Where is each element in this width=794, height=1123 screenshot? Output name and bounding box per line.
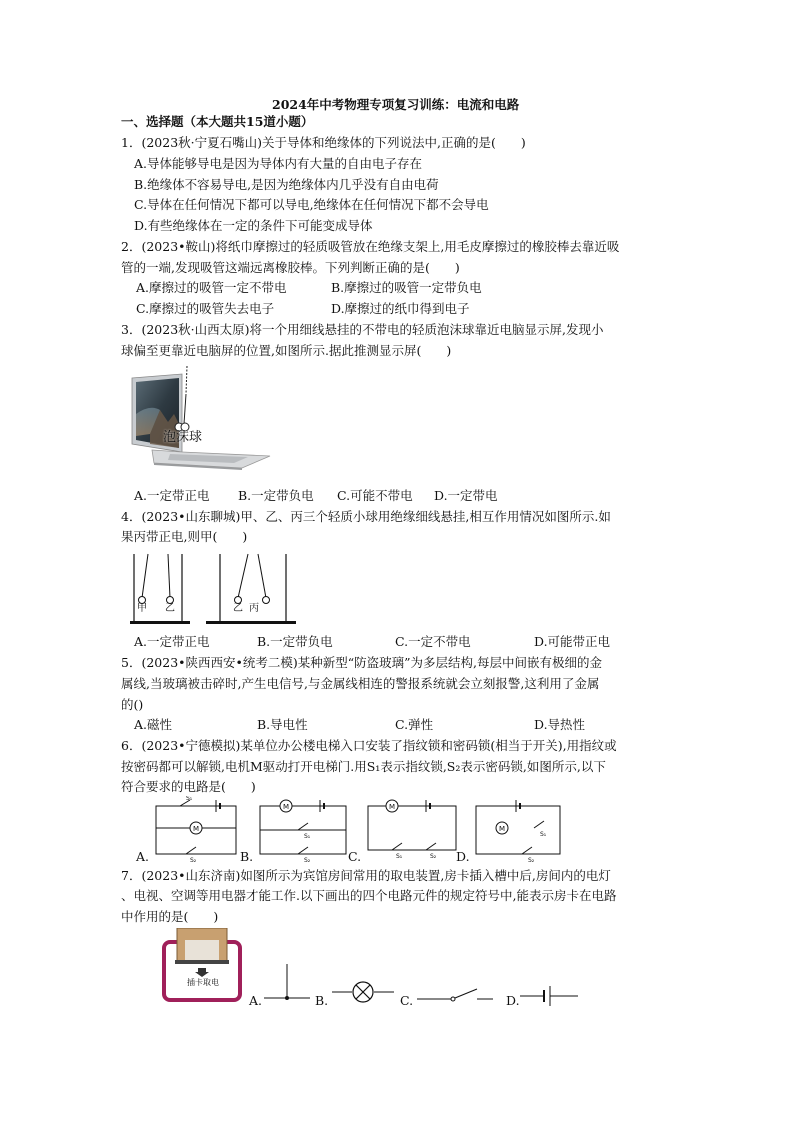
q6-option-c: C. bbox=[348, 849, 362, 864]
battery-symbol bbox=[518, 984, 580, 1008]
card-slot-label: 插卡取电 bbox=[187, 978, 219, 987]
q1-stem: 1．(2023秋·宁夏石嘴山)关于导体和绝缘体的下列说法中,正确的是( ) bbox=[121, 135, 526, 150]
q3-option-c: C.可能不带电 bbox=[337, 488, 413, 503]
svg-text:S₁: S₁ bbox=[540, 831, 547, 838]
svg-text:S₁: S₁ bbox=[304, 833, 311, 840]
svg-text:M: M bbox=[389, 803, 396, 811]
svg-text:S₂: S₂ bbox=[528, 857, 535, 862]
q5-stem-line3: 的() bbox=[121, 697, 144, 712]
q1-option-c: C.导体在任何情况下都可以导电,绝缘体在任何情况下都不会导电 bbox=[134, 197, 489, 212]
q6-option-d: D. bbox=[456, 849, 470, 864]
q2-option-b: B.摩擦过的吸管一定带负电 bbox=[331, 280, 482, 295]
q5-option-a: A.磁性 bbox=[134, 717, 173, 732]
circuit-d bbox=[476, 800, 560, 854]
q6-option-a: A. bbox=[136, 849, 150, 864]
svg-text:M: M bbox=[193, 825, 200, 833]
lamp-symbol bbox=[330, 980, 396, 1004]
q1-option-a: A.导体能够导电是因为导体内有大量的自由电子存在 bbox=[134, 156, 423, 171]
q5-stem-line2: 属线,当玻璃被击碎时,产生电信号,与金属线相连的警报系统就会立刻报警,这利用了金属 bbox=[121, 676, 600, 691]
junction-symbol bbox=[262, 962, 312, 1002]
svg-text:S₁: S₁ bbox=[396, 853, 403, 860]
card-slot-figure bbox=[162, 928, 244, 1004]
circuit-b bbox=[260, 800, 346, 854]
q4-option-b: B.一定带负电 bbox=[257, 634, 333, 649]
svg-text:M: M bbox=[283, 803, 290, 811]
q2-option-d: D.摩擦过的纸巾得到电子 bbox=[331, 301, 470, 316]
q4-stem-line1: 4．(2023•山东聊城)甲、乙、丙三个轻质小球用绝缘细线悬挂,相互作用情况如图所示.如 bbox=[121, 509, 611, 524]
q3-option-b: B.一定带负电 bbox=[238, 488, 314, 503]
q7-stem-line3: 中作用的是( ) bbox=[121, 909, 219, 924]
q3-option-d: D.一定带电 bbox=[434, 488, 498, 503]
section-heading: 一、选择题（本大题共15道小题） bbox=[121, 114, 314, 129]
q6-stem-line2: 按密码都可以解锁,电机M驱动打开电梯门.用S₁表示指纹锁,S₂表示密码锁,如图所示,以下 bbox=[121, 759, 606, 774]
svg-text:S₂: S₂ bbox=[304, 857, 311, 862]
q2-stem-line1: 2．(2023•鞍山)将纸巾摩擦过的轻质吸管放在绝缘支架上,用毛皮摩擦过的橡胶棒去靠近吸 bbox=[121, 239, 620, 254]
q4-stem-line2: 果丙带正电,则甲( ) bbox=[121, 529, 248, 544]
q1-option-b: B.绝缘体不容易导电,是因为绝缘体内几乎没有自由电荷 bbox=[134, 177, 439, 192]
q1-option-d: D.有些绝缘体在一定的条件下可能变成导体 bbox=[134, 218, 373, 233]
ball-label-yi-left: 乙 bbox=[165, 603, 175, 614]
ball-label-bing: 丙 bbox=[249, 603, 259, 614]
q2-option-a: A.摩擦过的吸管一定不带电 bbox=[136, 280, 287, 295]
suspended-balls-figure bbox=[130, 552, 300, 630]
q2-option-c: C.摩擦过的吸管失去电子 bbox=[136, 301, 275, 316]
q7-stem-line1: 7．(2023•山东济南)如图所示为宾馆房间常用的取电装置,房卡插入槽中后,房间内的电灯 bbox=[121, 868, 611, 883]
q2-stem-line2: 管的一端,发现吸管这端远离橡胶棒。下列判断正确的是( ) bbox=[121, 260, 460, 275]
ball-label-jia: 甲 bbox=[137, 603, 147, 614]
q7-option-d: D. bbox=[506, 993, 520, 1008]
q4-option-d: D.可能带正电 bbox=[534, 634, 611, 649]
svg-text:S₁: S₁ bbox=[186, 796, 193, 802]
ball-label-yi-right: 乙 bbox=[233, 603, 243, 614]
foam-ball-label: 泡沫球 bbox=[163, 430, 203, 445]
circuit-c bbox=[368, 800, 456, 850]
page-title: 2024年中考物理专项复习训练：电流和电路 bbox=[272, 97, 520, 112]
q5-option-d: D.导热性 bbox=[534, 717, 586, 732]
q4-option-c: C.一定不带电 bbox=[395, 634, 471, 649]
switch-symbol bbox=[415, 985, 495, 1005]
q7-option-b: B. bbox=[315, 993, 329, 1008]
q5-option-b: B.导电性 bbox=[257, 717, 308, 732]
svg-text:S₂: S₂ bbox=[190, 857, 197, 862]
q6-option-b: B. bbox=[240, 849, 254, 864]
q7-option-a: A. bbox=[249, 993, 263, 1008]
laptop-figure bbox=[130, 364, 275, 472]
q6-stem-line3: 符合要求的电路是( ) bbox=[121, 779, 256, 794]
q3-stem-line1: 3．(2023秋·山西太原)将一个用细线悬挂的不带电的轻质泡沫球靠近电脑显示屏,发现小 bbox=[121, 322, 604, 337]
q7-stem-line2: 、电视、空调等用电器才能工作.以下画出的四个电路元件的规定符号中,能表示房卡在电路 bbox=[121, 888, 617, 903]
q4-option-a: A.一定带正电 bbox=[134, 634, 210, 649]
q7-option-c: C. bbox=[400, 993, 414, 1008]
q5-option-c: C.弹性 bbox=[395, 717, 434, 732]
svg-text:M: M bbox=[499, 825, 506, 833]
svg-text:S₂: S₂ bbox=[430, 853, 437, 860]
q6-stem-line1: 6．(2023•宁德模拟)某单位办公楼电梯入口安装了指纹锁和密码锁(相当于开关),用指纹或 bbox=[121, 738, 617, 753]
q3-option-a: A.一定带正电 bbox=[134, 488, 210, 503]
q3-stem-line2: 球偏至更靠近电脑屏的位置,如图所示.据此推测显示屏( ) bbox=[121, 343, 452, 358]
q5-stem-line1: 5．(2023•陕西西安•统考二模)某种新型“防盗玻璃”为多层结构,每层中间嵌有极细的金 bbox=[121, 655, 603, 670]
